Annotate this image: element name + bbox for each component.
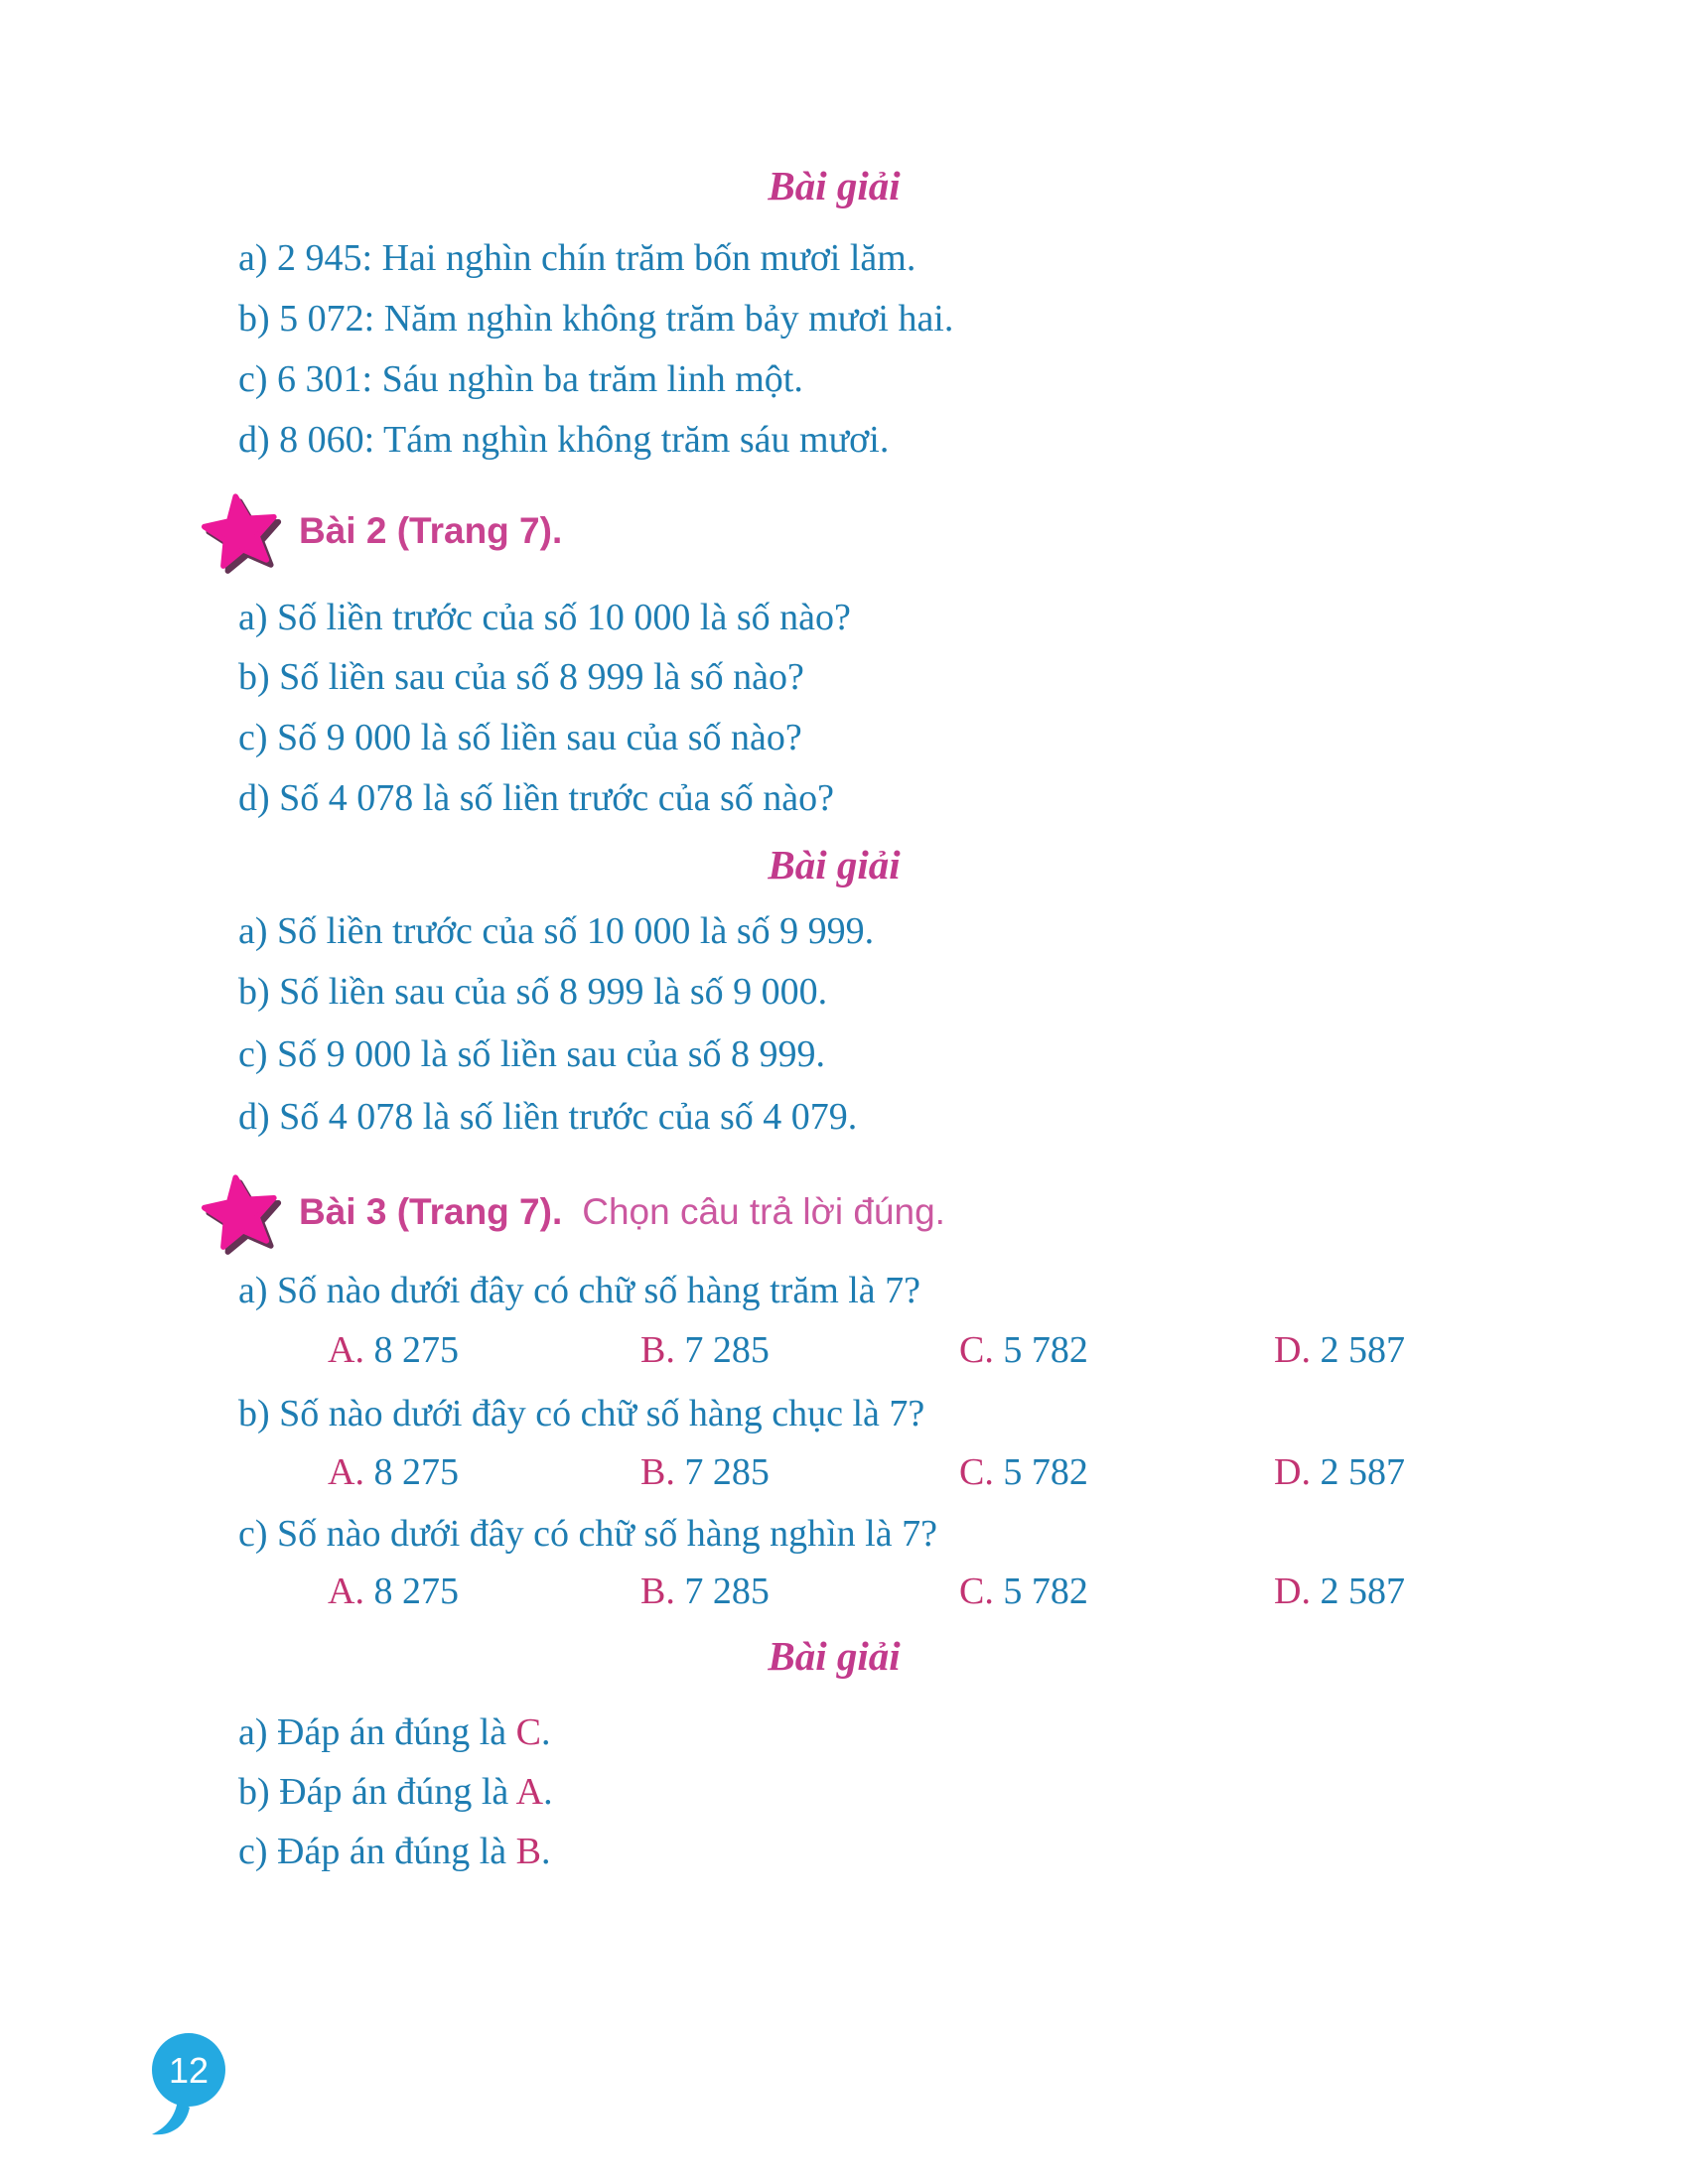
option-b: B. 7 285 — [640, 1451, 770, 1493]
answer-period: . — [543, 1771, 553, 1813]
option-d: D. 2 587 — [1274, 1570, 1405, 1612]
solution-heading-2: Bài giải — [768, 842, 901, 887]
solution1-line-a: a) 2 945: Hai nghìn chín trăm bốn mươi lăm. — [238, 237, 916, 279]
option-c: C. 5 782 — [959, 1570, 1088, 1612]
exercise3-question-a: a) Số nào dưới đây có chữ số hàng trăm là 7? — [238, 1270, 921, 1311]
page-number: 12 — [168, 2050, 210, 2091]
option-d: D. 2 587 — [1274, 1329, 1405, 1371]
page-number-badge — [139, 2028, 234, 2139]
exercise2-question-b: b) Số liền sau của số 8 999 là số nào? — [238, 656, 804, 698]
answer-text: a) Đáp án đúng là — [238, 1711, 516, 1753]
solution3-answer-c — [238, 1830, 550, 1873]
exercise2-header — [202, 490, 562, 572]
exercise2-question-d: d) Số 4 078 là số liền trước của số nào? — [238, 777, 835, 819]
solution2-line-c: c) Số 9 000 là số liền sau của số 8 999. — [238, 1033, 826, 1075]
option-a: A. 8 275 — [328, 1451, 459, 1493]
solution-heading-1: Bài giải — [768, 163, 901, 208]
solution1-line-b: b) 5 072: Năm nghìn không trăm bảy mươi hai. — [238, 298, 954, 340]
star-icon — [202, 1171, 283, 1253]
option-a: A. 8 275 — [328, 1329, 459, 1371]
exercise3-title: Bài 3 (Trang 7). — [299, 1191, 563, 1232]
solution2-line-a: a) Số liền trước của số 10 000 là số 9 999. — [238, 910, 875, 952]
options-row-c — [238, 1570, 1430, 1613]
options-row-a — [238, 1328, 1430, 1372]
exercise3-question-c: c) Số nào dưới đây có chữ số hàng nghìn là 7? — [238, 1513, 937, 1555]
option-b: B. 7 285 — [640, 1329, 770, 1371]
solution2-line-d: d) Số 4 078 là số liền trước của số 4 079. — [238, 1096, 858, 1138]
option-b: B. 7 285 — [640, 1570, 770, 1612]
star-icon — [202, 490, 283, 572]
solution1-line-d: d) 8 060: Tám nghìn không trăm sáu mươi. — [238, 419, 890, 461]
solution2-line-b: b) Số liền sau của số 8 999 là số 9 000. — [238, 971, 828, 1013]
answer-letter: A — [515, 1771, 544, 1813]
answer-period: . — [540, 1711, 551, 1753]
exercise3-subtitle: Chọn câu trả lời đúng. — [582, 1191, 945, 1232]
option-c: C. 5 782 — [959, 1451, 1088, 1493]
solution3-answer-a — [238, 1710, 550, 1754]
solution3-answer-b — [238, 1770, 553, 1814]
answer-letter: B — [515, 1831, 541, 1872]
exercise2-question-a: a) Số liền trước của số 10 000 là số nào? — [238, 597, 851, 638]
answer-letter: C — [515, 1711, 541, 1753]
option-a: A. 8 275 — [328, 1570, 459, 1612]
solution1-line-c: c) 6 301: Sáu nghìn ba trăm linh một. — [238, 358, 803, 400]
option-d: D. 2 587 — [1274, 1451, 1405, 1493]
exercise2-title: Bài 2 (Trang 7). — [299, 510, 563, 551]
answer-text: b) Đáp án đúng là — [238, 1771, 516, 1813]
answer-period: . — [540, 1831, 551, 1872]
exercise3-question-b: b) Số nào dưới đây có chữ số hàng chục là 7? — [238, 1393, 925, 1434]
solution-heading-3: Bài giải — [768, 1633, 901, 1679]
exercise2-question-c: c) Số 9 000 là số liền sau của số nào? — [238, 717, 802, 758]
options-row-b — [238, 1450, 1430, 1494]
exercise3-header — [202, 1171, 945, 1253]
answer-text: c) Đáp án đúng là — [238, 1831, 516, 1872]
option-c: C. 5 782 — [959, 1329, 1088, 1371]
